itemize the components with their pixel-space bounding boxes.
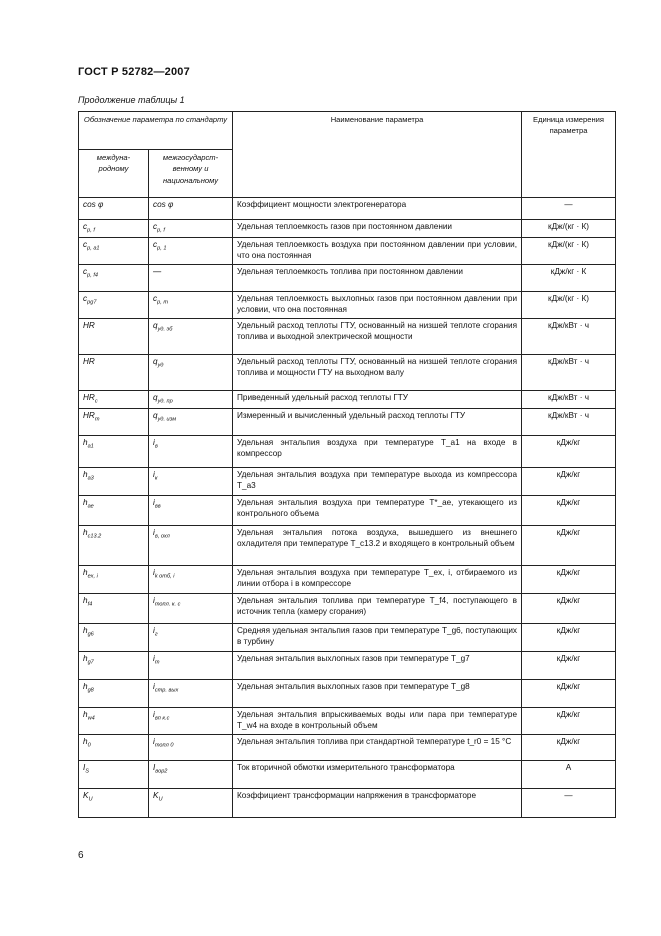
national-symbol-base: i	[153, 498, 155, 508]
national-symbol-base: q	[153, 357, 158, 367]
national-symbol	[149, 468, 233, 496]
international-symbol-subscript: pg7	[87, 299, 97, 306]
international-symbol	[79, 708, 149, 735]
international-symbol-base: h	[83, 710, 88, 720]
parameter-name: Удельный расход теплоты ГТУ, основанный на низшей теплоте сгорания топлива и мощности ГТУ на выходном валу	[233, 355, 522, 391]
parameter-unit: кДж/кг	[522, 735, 616, 761]
national-symbol-subscript: p, f	[157, 227, 165, 234]
national-symbol-subscript: уд. пр	[157, 398, 173, 405]
national-symbol	[149, 292, 233, 319]
parameter-unit: —	[522, 198, 616, 220]
parameter-name: Коэффициент мощности электрогенератора	[233, 198, 522, 220]
national-symbol	[149, 436, 233, 468]
table-row	[79, 220, 616, 238]
international-symbol-base: HR	[83, 321, 95, 331]
international-symbol	[79, 409, 149, 436]
parameter-unit: кДж/кг	[522, 526, 616, 566]
parameter-unit: кДж/кг	[522, 468, 616, 496]
international-symbol	[79, 319, 149, 355]
parameter-name: Удельная энтальпия топлива при температуре T_f4, поступающего в источник тепла (камеру сгорания)	[233, 594, 522, 624]
national-symbol-base: i	[153, 470, 155, 480]
national-symbol-base: —	[153, 267, 162, 277]
parameter-unit: кДж/кг	[522, 594, 616, 624]
table-row	[79, 566, 616, 594]
national-symbol	[149, 594, 233, 624]
national-symbol-base: c	[153, 294, 158, 304]
international-symbol-subscript: m	[94, 416, 100, 423]
parameter-name: Ток вторичной обмотки измерительного трансформатора	[233, 761, 522, 789]
international-symbol-subscript: ae	[87, 503, 94, 510]
international-symbol-subscript: w4	[87, 715, 95, 722]
international-symbol-base: cos φ	[83, 200, 104, 209]
table-row	[79, 265, 616, 292]
parameter-name: Удельная энтальпия выхлопных газов при температуре T_g7	[233, 652, 522, 680]
international-symbol	[79, 680, 149, 708]
national-symbol	[149, 198, 233, 220]
national-symbol	[149, 761, 233, 789]
international-symbol-subscript: p, a1	[87, 245, 100, 252]
national-symbol-subscript: топл. к. с	[154, 601, 181, 608]
table-row	[79, 292, 616, 319]
national-symbol-base: cos φ	[153, 200, 174, 209]
international-symbol	[79, 789, 149, 818]
international-symbol	[79, 566, 149, 594]
parameter-unit: кДж/кг	[522, 652, 616, 680]
national-symbol-subscript: p, 1	[157, 245, 167, 252]
national-symbol	[149, 526, 233, 566]
parameter-unit: кДж/кг	[522, 680, 616, 708]
international-symbol-subscript: c13.2	[87, 533, 102, 540]
parameter-name: Приведенный удельный расход теплоты ГТУ	[233, 391, 522, 409]
parameter-name: Удельная энтальпия впрыскиваемых воды или пара при температуре T_w4 на входе в контрольный объем	[233, 708, 522, 735]
national-symbol-subscript: т	[154, 659, 160, 666]
header-unit: Единица измерения параметра	[522, 112, 616, 198]
national-symbol-subscript: в, охл	[154, 533, 170, 540]
table-row	[79, 526, 616, 566]
national-symbol	[149, 735, 233, 761]
table-row	[79, 355, 616, 391]
table-caption: Продолжение таблицы 1	[78, 95, 185, 105]
national-symbol-subscript: уд	[157, 362, 164, 369]
parameter-unit: —	[522, 789, 616, 818]
national-symbol-base: I	[153, 763, 156, 773]
national-symbol-subscript: вор2	[155, 768, 168, 775]
international-symbol-base: h	[83, 596, 88, 606]
table-row	[79, 468, 616, 496]
national-symbol	[149, 409, 233, 436]
international-symbol-subscript: 0	[87, 742, 91, 749]
international-symbol-base: h	[83, 654, 88, 664]
national-symbol-subscript: уд. изм	[157, 416, 177, 423]
parameter-name: Удельная энтальпия воздуха при температуре T_a1 на входе в компрессор	[233, 436, 522, 468]
national-symbol-base: K	[153, 791, 159, 801]
table-row	[79, 391, 616, 409]
international-symbol-base: h	[83, 737, 88, 747]
national-symbol	[149, 319, 233, 355]
parameter-name: Коэффициент трансформации напряжения в трансформаторе	[233, 789, 522, 818]
national-symbol-base: c	[153, 222, 158, 231]
parameter-unit: кДж/кг	[522, 708, 616, 735]
national-symbol	[149, 652, 233, 680]
international-symbol	[79, 292, 149, 319]
national-symbol-base: c	[153, 240, 158, 250]
parameter-unit: кДж/кВт · ч	[522, 409, 616, 436]
international-symbol-subscript: g6	[87, 631, 94, 638]
national-symbol	[149, 680, 233, 708]
national-symbol	[149, 496, 233, 526]
international-symbol	[79, 391, 149, 409]
parameter-unit: кДж/(кг · К)	[522, 220, 616, 238]
international-symbol-base: c	[83, 267, 88, 277]
table-row	[79, 238, 616, 265]
international-symbol-base: h	[83, 682, 88, 692]
international-symbol	[79, 526, 149, 566]
document-header: ГОСТ Р 52782—2007	[78, 66, 190, 78]
international-symbol-base: h	[83, 626, 88, 636]
international-symbol	[79, 436, 149, 468]
international-symbol-subscript: g7	[87, 659, 94, 666]
national-symbol-base: q	[153, 321, 158, 331]
international-symbol-subscript: g8	[87, 687, 94, 694]
table-row	[79, 624, 616, 652]
parameter-unit: кДж/кВт · ч	[522, 355, 616, 391]
parameter-name: Удельная энтальпия воздуха при температуре T_ex, i, отбираемого из линии отбора i в компрессоре	[233, 566, 522, 594]
parameter-unit: кДж/кг · К	[522, 265, 616, 292]
national-symbol	[149, 624, 233, 652]
parameter-unit: кДж/(кг · К)	[522, 238, 616, 265]
national-symbol-base: i	[153, 654, 155, 664]
table-row	[79, 496, 616, 526]
table-row	[79, 409, 616, 436]
national-symbol-subscript: U	[158, 796, 163, 803]
national-symbol	[149, 566, 233, 594]
international-symbol-subscript: a3	[87, 475, 94, 482]
parameter-unit: кДж/кВт · ч	[522, 391, 616, 409]
parameter-name: Удельная теплоемкость воздуха при постоянном давлении при условии, что она постоянная	[233, 238, 522, 265]
national-symbol-base: q	[153, 393, 158, 403]
national-symbol-base: i	[153, 438, 155, 448]
international-symbol	[79, 594, 149, 624]
national-symbol-base: i	[153, 710, 155, 720]
international-symbol-base: HR	[83, 357, 95, 367]
national-symbol-base: i	[153, 568, 155, 578]
national-symbol	[149, 789, 233, 818]
national-symbol-subscript: г	[154, 631, 158, 638]
parameter-name: Удельная теплоемкость выхлопных газов при постоянном давлении при условии, что она постоянная	[233, 292, 522, 319]
international-symbol	[79, 238, 149, 265]
parameter-name: Удельная теплоемкость топлива при постоянном давлении	[233, 265, 522, 292]
international-symbol-base: c	[83, 294, 88, 304]
international-symbol-base: h	[83, 498, 88, 508]
international-symbol	[79, 624, 149, 652]
parameter-name: Удельная энтальпия выхлопных газов при температуре T_g8	[233, 680, 522, 708]
international-symbol	[79, 496, 149, 526]
international-symbol	[79, 652, 149, 680]
table-body	[79, 198, 616, 818]
parameter-unit: кДж/(кг · К)	[522, 292, 616, 319]
parameter-unit: кДж/кг	[522, 436, 616, 468]
international-symbol-base: c	[83, 222, 88, 231]
national-symbol	[149, 355, 233, 391]
national-symbol-subscript: вв	[154, 503, 161, 510]
parameters-table	[78, 111, 616, 818]
parameter-name: Средняя удельная энтальпия газов при температуре T_g6, поступающих в турбину	[233, 624, 522, 652]
international-symbol	[79, 355, 149, 391]
parameter-name: Удельная энтальпия потока воздуха, вышедшего из внешнего охладителя при температуре T_c13.2 и входящего в контрольный объем	[233, 526, 522, 566]
national-symbol-base: i	[153, 528, 155, 538]
parameter-name: Удельный расход теплоты ГТУ, основанный на низшей теплоте сгорания топлива и выходной электрической мощности	[233, 319, 522, 355]
international-symbol	[79, 198, 149, 220]
parameter-unit: кДж/кг	[522, 496, 616, 526]
parameter-unit: кДж/кВт · ч	[522, 319, 616, 355]
national-symbol-subscript: уд. эб	[157, 326, 173, 333]
international-symbol-base: HR	[83, 411, 95, 421]
parameter-name: Удельная энтальпия топлива при стандартной температуре t_r0 = 15 °C	[233, 735, 522, 761]
national-symbol-base: i	[153, 626, 155, 636]
parameter-unit: А	[522, 761, 616, 789]
international-symbol-base: HR	[83, 393, 95, 403]
international-symbol	[79, 761, 149, 789]
international-symbol-base: c	[83, 240, 88, 250]
table-row	[79, 761, 616, 789]
international-symbol-subscript: ex, i	[87, 573, 98, 580]
national-symbol	[149, 708, 233, 735]
parameter-unit: кДж/кг	[522, 566, 616, 594]
national-symbol-subscript: в	[154, 443, 158, 450]
international-symbol	[79, 468, 149, 496]
national-symbol-base: i	[153, 596, 155, 606]
parameter-name: Удельная энтальпия воздуха при температуре T*_ae, утекающего из контрольного объема	[233, 496, 522, 526]
international-symbol-base: h	[83, 438, 88, 448]
national-symbol-base: i	[153, 682, 155, 692]
international-symbol-base: K	[83, 791, 89, 801]
national-symbol-subscript: стр. вых	[154, 687, 179, 694]
national-symbol-base: i	[153, 737, 155, 747]
table-row	[79, 789, 616, 818]
national-symbol-subscript: к	[154, 475, 158, 482]
international-symbol-base: I	[83, 763, 86, 773]
international-symbol-subscript: f4	[87, 601, 93, 608]
parameter-name: Удельная энтальпия воздуха при температуре выхода из компрессора T_a3	[233, 468, 522, 496]
table-row	[79, 652, 616, 680]
international-symbol	[79, 735, 149, 761]
national-symbol	[149, 391, 233, 409]
parameter-name: Измеренный и вычисленный удельный расход теплоты ГТУ	[233, 409, 522, 436]
national-symbol	[149, 265, 233, 292]
parameter-unit: кДж/кг	[522, 624, 616, 652]
table-row	[79, 735, 616, 761]
header-designation: Обозначение параметра по стандарту	[79, 112, 233, 150]
table-row	[79, 198, 616, 220]
header-international: междуна-родному	[79, 150, 149, 198]
national-symbol-subscript: p, m	[157, 299, 168, 306]
national-symbol	[149, 220, 233, 238]
international-symbol-base: h	[83, 568, 88, 578]
international-symbol-subscript: a1	[87, 443, 94, 450]
international-symbol-subscript: S	[85, 768, 90, 775]
international-symbol-subscript: p, f4	[87, 272, 98, 279]
national-symbol-subscript: k отб, i	[154, 573, 175, 580]
international-symbol-subscript: U	[88, 796, 93, 803]
header-interstate: межгосударст-венному и национальному	[149, 150, 233, 198]
page-number: 6	[78, 850, 84, 861]
international-symbol-base: h	[83, 528, 88, 538]
table-row	[79, 708, 616, 735]
parameter-name: Удельная теплоемкость газов при постоянном давлении	[233, 220, 522, 238]
table-row	[79, 680, 616, 708]
table-row	[79, 436, 616, 468]
national-symbol-subscript: топл 0	[154, 742, 174, 749]
international-symbol-subscript: c	[94, 398, 98, 405]
national-symbol-subscript: вп к.с	[154, 715, 170, 722]
national-symbol-base: q	[153, 411, 158, 421]
international-symbol	[79, 265, 149, 292]
table-row	[79, 594, 616, 624]
header-name: Наименование параметра	[233, 112, 522, 198]
national-symbol	[149, 238, 233, 265]
table-row	[79, 319, 616, 355]
international-symbol-base: h	[83, 470, 88, 480]
international-symbol	[79, 220, 149, 238]
international-symbol-subscript: p, f	[87, 227, 95, 234]
